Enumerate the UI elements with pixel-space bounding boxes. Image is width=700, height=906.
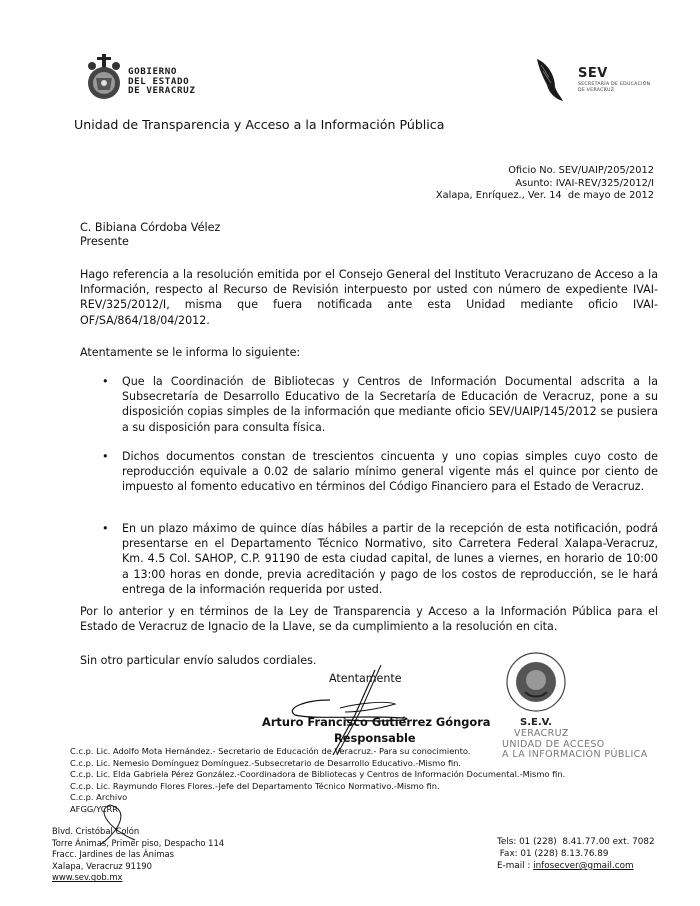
paragraph-compliance: Por lo anterior y en términos de la Ley de Transparencia y Acceso a la Información Pública para el Estado de Veracruz de Ignacio de la Llave, se da cumplimiento a la resolución en cita. <box>80 605 658 634</box>
sev-feather-logo-icon <box>535 57 565 102</box>
website-link[interactable]: www.sev.gob.mx <box>52 872 123 883</box>
address-line: Xalapa, Veracruz 91190 <box>52 860 152 871</box>
signer-name: Arturo Francisco Gutiérrez Góngora <box>262 715 491 729</box>
closing: Atentamente <box>329 672 402 685</box>
government-name-line: DE VERACRUZ <box>128 85 196 97</box>
sev-subtitle-line: DE VERACRUZ <box>578 87 615 93</box>
handwritten-signature-icon <box>285 660 425 760</box>
bullet-dot-icon: • <box>102 450 109 463</box>
email-label: E-mail : <box>497 861 534 871</box>
email-line <box>497 860 655 872</box>
email-link[interactable]: infosecver@gmail.com <box>533 861 634 871</box>
paragraph-intro: Atentamente se le informa lo siguiente: <box>80 346 301 359</box>
government-name-line: GOBIERNO <box>128 66 178 77</box>
bullet-dot-icon: • <box>102 375 109 388</box>
addressee-name: C. Bibiana Córdoba Vélez <box>80 221 221 234</box>
phone-numbers: Tels: 01 (228) 8.41.77.00 ext. 7082 <box>497 837 655 847</box>
ccp-line: C.c.p. Lic. Elda Gabriela Pérez González.-Coordinadora de Bibliotecas y Centros de Información Documental.-Mismo fin. <box>70 769 566 779</box>
sev-acronym: SEV <box>578 66 608 81</box>
footer-address <box>52 826 224 884</box>
address-line: Blvd. Cristóbal Colón <box>52 826 140 836</box>
signer-role: Responsable <box>334 731 416 745</box>
paragraph-farewell: Sin otro particular envío saludos cordiales. <box>80 654 317 667</box>
stamp-sev: S.E.V. <box>520 717 552 728</box>
fax-number: Fax: 01 (228) 8.13.76.89 <box>497 849 609 859</box>
stamp-line: UNIDAD DE ACCESO <box>502 738 605 750</box>
veracruz-coat-of-arms-icon <box>84 52 124 102</box>
ccp-line: C.c.p. Archivo <box>70 792 128 802</box>
place-date: Xalapa, Enríquez., Ver. 14 de mayo de 2012 <box>435 190 654 202</box>
ccp-line: C.c.p. Lic. Adolfo Mota Hernández.- Secretario de Educación de Veracruz.- Para su conocimiento. <box>70 746 471 756</box>
unit-title: Unidad de Transparencia y Acceso a la Información Pública <box>74 117 445 132</box>
government-name <box>128 67 195 96</box>
bullet-item <box>100 374 658 435</box>
bullet-dot-icon: • <box>102 522 109 535</box>
bullet-item <box>100 521 658 597</box>
address-line: Fracc. Jardines de las Ánimas <box>52 849 174 860</box>
bullet-text: Que la Coordinación de Bibliotecas y Centros de Información Documental adscrita a la Subsecretaría de Desarrollo Educativo de la Secretaría de Educación de Veracruz, pone a su disposición copias simples de la información que mediante oficio SEV/UAIP/145/2012 se pusiera a su disposición para consulta física. <box>122 375 658 434</box>
government-name-line: DEL ESTADO <box>128 75 190 87</box>
sev-subtitle <box>578 82 650 93</box>
mexican-seal-icon <box>505 650 567 716</box>
carbon-copies <box>70 746 565 815</box>
ccp-line: C.c.p. Lic. Nemesio Domínguez Domínguez.-Subsecretario de Desarrollo Educativo.-Mismo fin. <box>70 757 462 768</box>
bullet-text: Dichos documentos constan de trescientos cincuenta y uno copias simples cuyo costo de reproducción equivale a 0.02 de salario mínimo general vigente más el quince por ciento de impuesto al fomento educativo en términos del Código Financiero para el Estado de Veracruz. <box>122 450 658 494</box>
ccp-line: C.c.p. Lic. Raymundo Flores Flores.-Jefe del Departamento Técnico Normativo.-Mismo fin. <box>70 780 440 791</box>
addressee <box>80 221 220 249</box>
initials: AFGG/YCRR <box>70 803 119 814</box>
bullet-item <box>100 449 658 495</box>
stamp-line: VERACRUZ <box>514 728 569 739</box>
addressee-salutation: Presente <box>80 235 129 248</box>
address-line: Torre Ánimas, Primer piso, Despacho 114 <box>52 837 225 848</box>
footer-contact <box>497 836 655 872</box>
oficio-number: Oficio No. SEV/UAIP/205/2012 <box>508 165 654 176</box>
asunto: Asunto: IVAI-REV/325/2012/I <box>515 177 654 189</box>
paragraph-reference: Hago referencia a la resolución emitida por el Consejo General del Instituto Veracruzano de Acceso a la Información, respecto al Recurso de Revisión interpuesto por usted con número de expediente IVAI-REV/325/2012/I, misma que fuera notificada ante esta Unidad mediante oficio IVAI-OF/SA/864/18/04/2012. <box>80 268 658 327</box>
stamp-line: A LA INFORMACIÓN PÚBLICA <box>502 749 648 760</box>
sev-subtitle-line: SECRETARÍA DE EDUCACIÓN <box>578 82 651 87</box>
bullet-text: En un plazo máximo de quince días hábiles a partir de la recepción de esta notificación, podrá presentarse en el Departamento Técnico Normativo, sito Carretera Federal Xalapa-Veracruz, Km. 4.5 Col. SAHOP, C.P. 91190 de esta ciudad capital, de lunes a viernes, en horario de 10:00 a 13:00 horas en donde, previa acreditación y pago de los costos de reproducción, se le hará entrega de la información requerida por usted. <box>122 522 658 596</box>
reference-block <box>436 165 654 203</box>
